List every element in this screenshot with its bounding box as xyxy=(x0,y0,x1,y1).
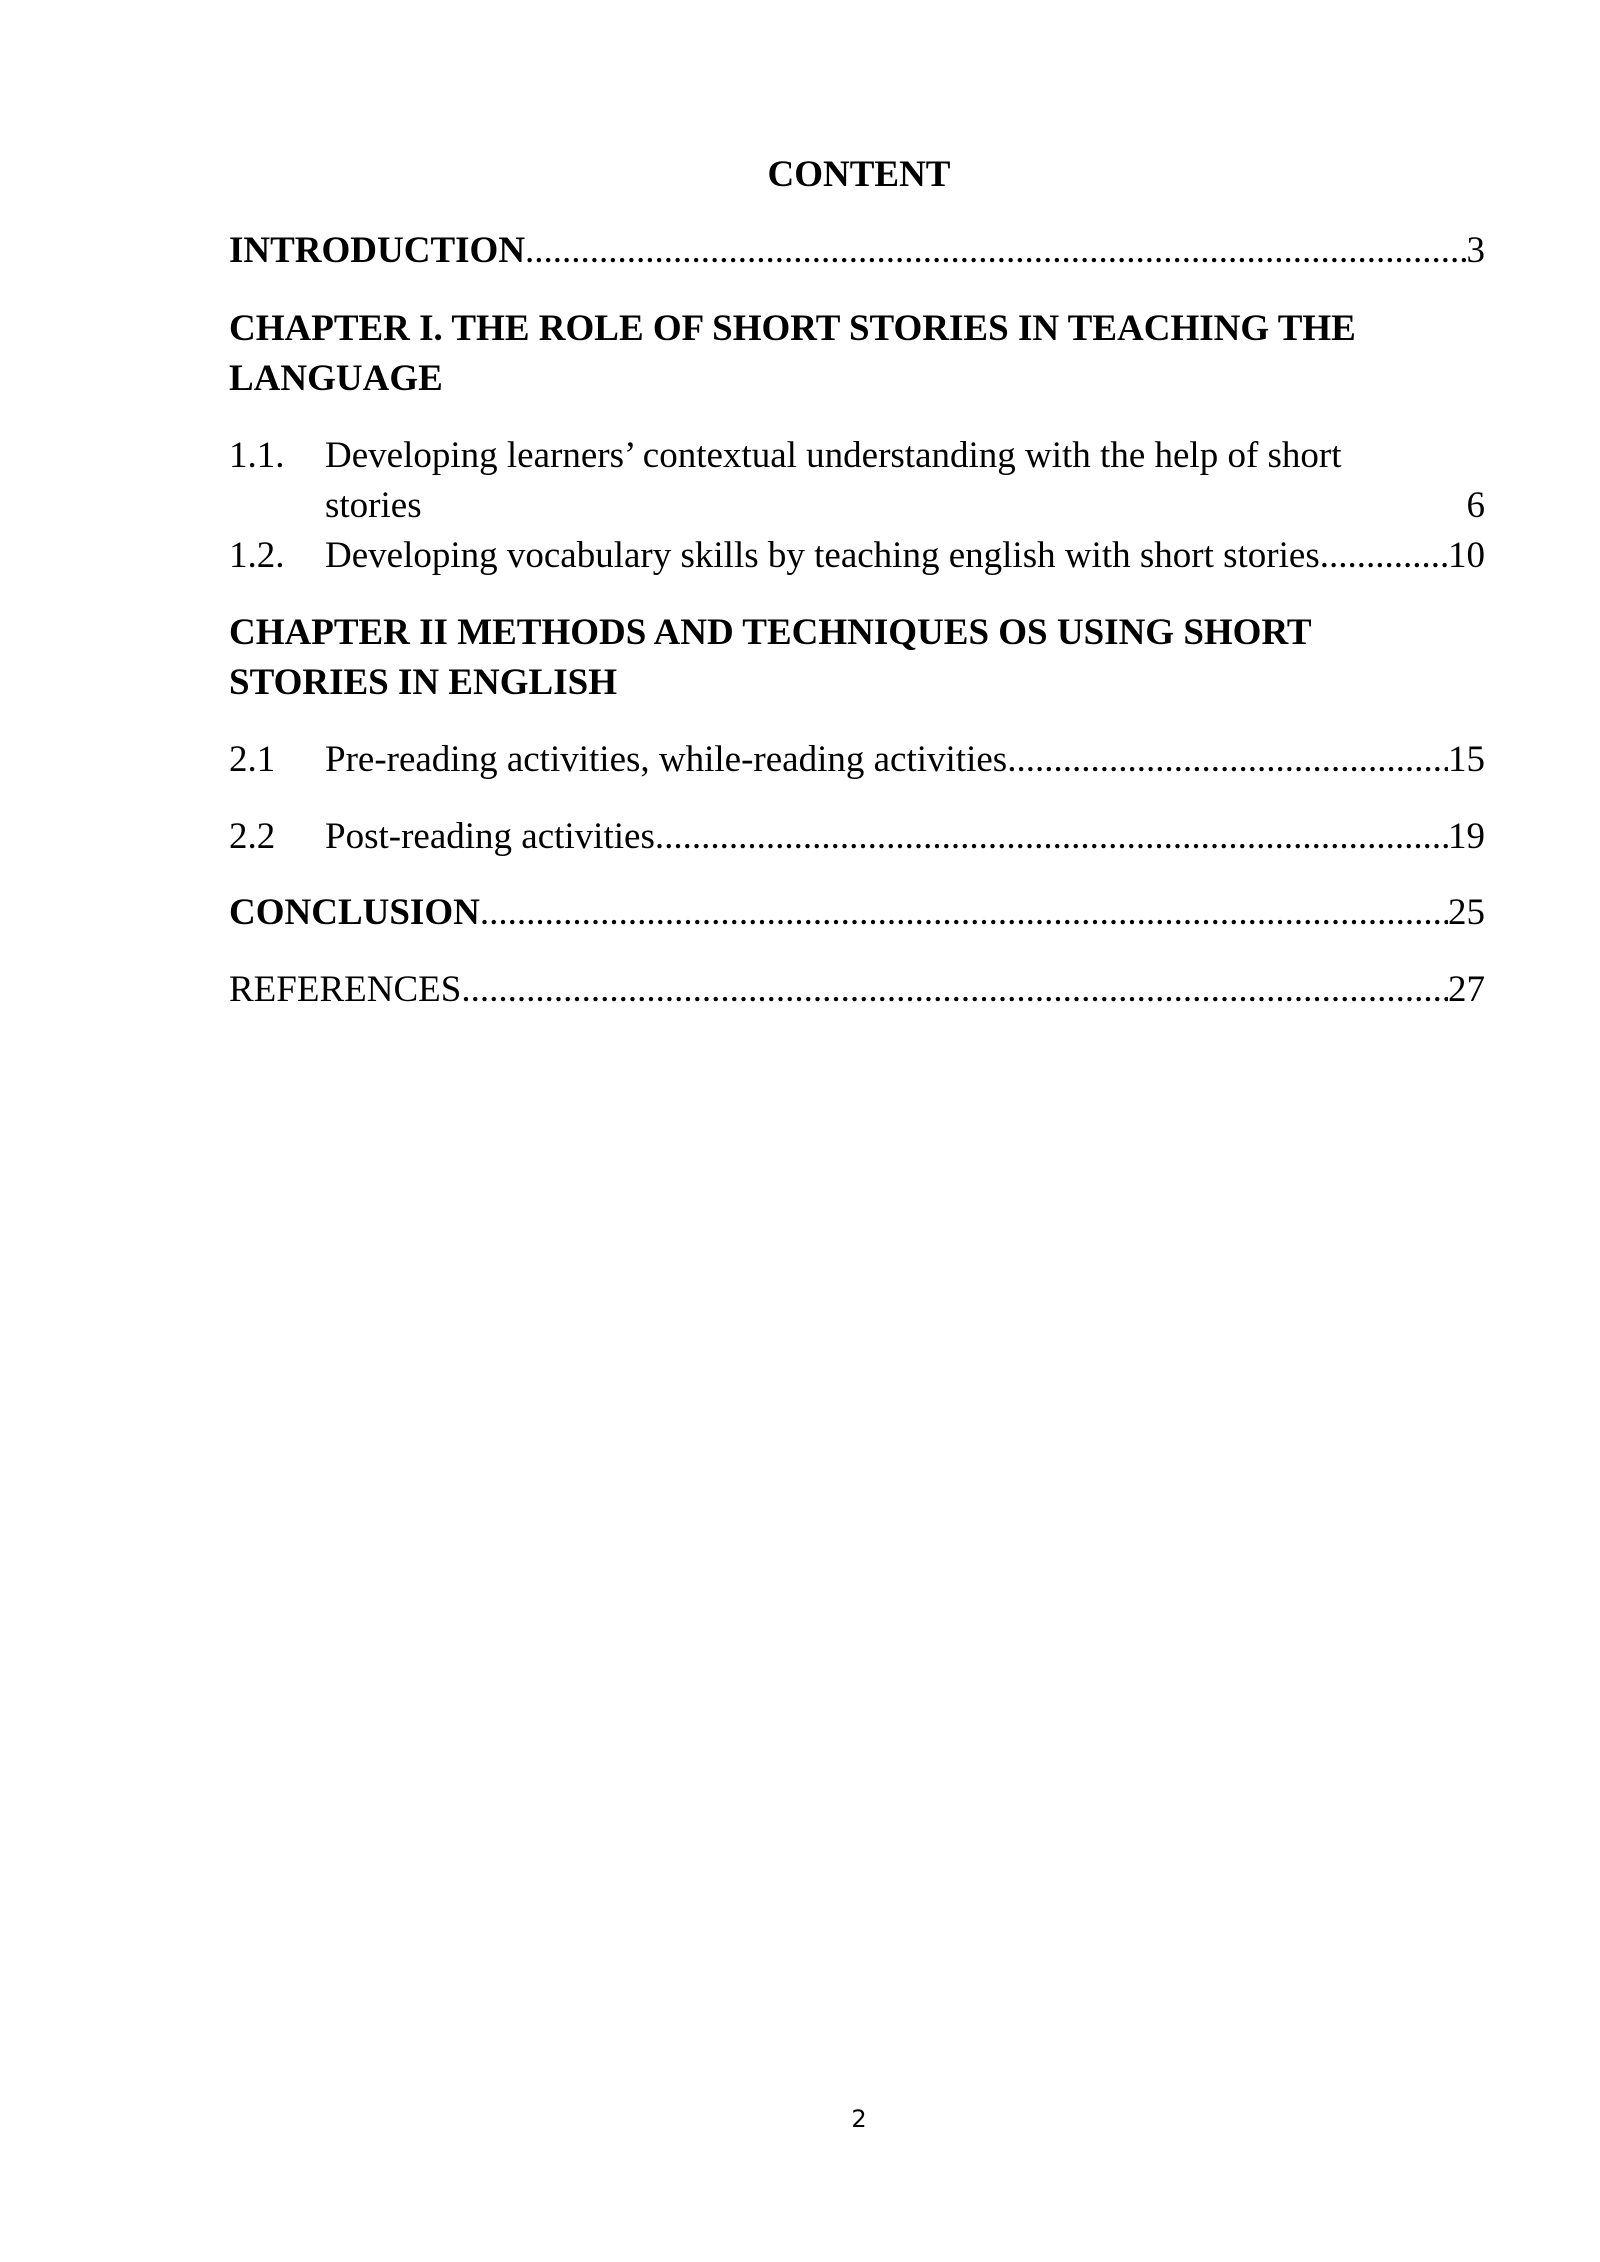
toc-page-number: 27 xyxy=(1448,969,1485,1010)
toc-entry-label: REFERENCES xyxy=(229,969,462,1010)
toc-page-number: 15 xyxy=(1448,739,1485,780)
toc-entry-1-1[interactable] xyxy=(229,431,1485,481)
section-number: 1.2. xyxy=(229,535,285,576)
dot-leader xyxy=(1007,735,1448,785)
toc-page-number: 25 xyxy=(1448,892,1485,933)
toc-entry-label: INTRODUCTION xyxy=(229,230,526,271)
toc-entry-label: Developing learners’ contextual understanding with the help of short xyxy=(325,435,1342,476)
section-number: 1.1. xyxy=(229,435,285,476)
toc-entry-label: CONCLUSION xyxy=(229,892,480,933)
toc-page-number: 19 xyxy=(1448,816,1485,857)
chapter-heading-line: CHAPTER I. THE ROLE OF SHORT STORIES IN TEACHING THE xyxy=(229,308,1356,349)
toc-entry-label: stories xyxy=(325,485,422,526)
toc-chapter-1-heading[interactable] xyxy=(229,304,1485,404)
toc-entry-references[interactable] xyxy=(229,965,1485,1015)
dot-leader xyxy=(461,965,1448,1015)
toc-entry-label: Developing vocabulary skills by teaching english with short stories xyxy=(325,535,1320,576)
toc-entry-introduction[interactable] xyxy=(229,226,1485,276)
toc-entry-2-2[interactable] xyxy=(229,812,1485,862)
page-number-footer: 2 xyxy=(851,2105,867,2133)
chapter-heading-line: STORIES IN ENGLISH xyxy=(229,662,617,703)
chapter-heading-line: LANGUAGE xyxy=(229,358,443,399)
toc-entry-1-2[interactable] xyxy=(229,531,1485,581)
toc-page-number: 3 xyxy=(1466,230,1485,271)
toc-chapter-2-heading[interactable] xyxy=(229,608,1485,708)
toc-entry-2-1[interactable] xyxy=(229,735,1485,785)
dot-leader xyxy=(525,226,1466,276)
toc-entry-1-1-continuation[interactable] xyxy=(325,481,1485,531)
toc-page-number: 10 xyxy=(1448,535,1485,576)
section-number: 2.1 xyxy=(229,739,276,780)
dot-leader xyxy=(655,812,1448,862)
chapter-heading-line: CHAPTER II METHODS AND TECHNIQUES OS USING SHORT xyxy=(229,612,1312,653)
page-title: CONTENT xyxy=(767,154,951,195)
toc-entry-label: Post-reading activities xyxy=(325,816,655,857)
section-number: 2.2 xyxy=(229,816,276,857)
dot-leader xyxy=(480,888,1448,938)
toc-entry-label: Pre-reading activities, while-reading activities xyxy=(325,739,1008,780)
toc-entry-conclusion[interactable] xyxy=(229,888,1485,938)
dot-leader xyxy=(1320,531,1448,581)
toc-page-number: 6 xyxy=(1466,485,1485,526)
